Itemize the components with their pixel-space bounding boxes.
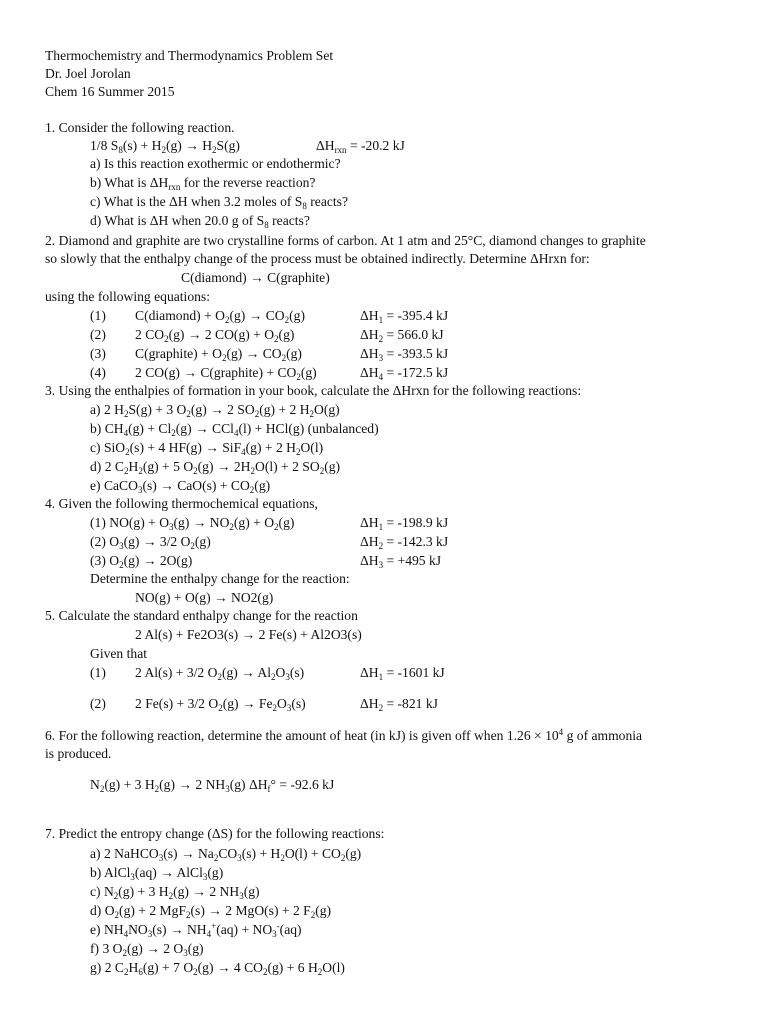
q3-reaction-item: a) 2 $H_2S(g) + 3$ $O_2(g) \to 2$ $SO_2(g) + 2$ $H_2O(g)$: [90, 402, 340, 419]
q2-equation-enthalpy: $\Delta H_1 = -395.4$ kJ: [360, 308, 449, 325]
q1-intro: 1. Consider the following reaction.: [45, 120, 235, 135]
q6-text-line-2: is produced.: [45, 746, 112, 761]
q2-equation-number: (3): [90, 346, 106, 361]
author-line: Dr. Joel Jorolan: [45, 66, 131, 81]
q3-reaction-item: c) SiO$_2$(s) + 4 HF(g) → SiF$_4$(g) + 2 $H_2O(l)$: [90, 440, 324, 457]
course-line: Chem 16 Summer 2015: [45, 84, 175, 99]
q1-part-a: a) Is this reaction exothermic or endothermic?: [90, 156, 341, 171]
q4-determine-line: Determine the enthalpy change for the reaction:: [90, 571, 350, 586]
q6-reaction: $N_2(g) + 3$ $H_2(g) \to 2$ $NH_3(g) \Delta H_f^\circ = -92.6$ kJ: [90, 777, 335, 794]
q7-reaction-item: e) $NH_4NO_3(s) \to NH_4^+(aq) + NO_3^-(aq)$: [90, 921, 302, 939]
q2-text-line-1: 2. Diamond and graphite are two crystalline forms of carbon. At 1 atm and 25°C, diamond changes to graphite: [45, 233, 646, 248]
q7-intro: 7. Predict the entropy change (ΔS) for the following reactions:: [45, 826, 385, 841]
q3-reaction-item: b) $CH_4(g) + Cl_2(g) \to CCl_4(l) + HCl(g)$ (unbalanced): [90, 421, 379, 438]
q2-using-line: using the following equations:: [45, 289, 210, 304]
q6-text-line-1: 6. For the following reaction, determine the amount of heat (in kJ) is given off when $1.26 \times 10^4$ g of ammonia: [45, 727, 643, 743]
q3-intro: 3. Using the enthalpies of formation in your book, calculate the ΔHrxn for the following reactions:: [45, 383, 582, 398]
q4-equation-reaction: (2) $O_3(g) \to 3/2$ $O_2(g)$: [90, 534, 211, 551]
q4-equation-enthalpy: $\Delta H_1 = -198.9$ kJ: [360, 515, 449, 532]
q5-given-line: Given that: [90, 646, 148, 661]
q4-equation-reaction: (1) $NO(g) + O_3(g) \to NO_2(g) + O_2(g)$: [90, 515, 295, 532]
q5-equation-enthalpy: $\Delta H_1 = -1601$ kJ: [360, 665, 445, 682]
q4-equation-reaction: (3) $O_2(g) \to 2O(g)$: [90, 553, 193, 570]
q5-target-reaction: 2 Al(s) + Fe2O3(s) → 2 Fe(s) + Al2O3(s): [135, 627, 362, 642]
document-title: Thermochemistry and Thermodynamics Problem Set: [45, 48, 334, 63]
q7-reaction-item: f) 3 $O_2(g) \to 2$ $O_3(g)$: [90, 941, 204, 958]
q5-equation-reaction: 2 Fe(s) + 3/2 $O_2(g) \to Fe_2O_3(s)$: [135, 696, 306, 713]
q2-equation-reaction: 2 CO(g) → C(graphite) + $CO_2(g)$: [135, 365, 317, 382]
q2-equation-enthalpy: $\Delta H_3 = -393.5$ kJ: [360, 346, 449, 363]
q4-intro: 4. Given the following thermochemical equations,: [45, 496, 318, 511]
q4-target-reaction: NO(g) + O(g) → NO2(g): [135, 590, 274, 605]
q4-equation-enthalpy: $\Delta H_2 = -142.3$ kJ: [360, 534, 449, 551]
q2-text-line-2: so slowly that the enthalpy change of the process must be obtained indirectly. Determine ΔHrxn for:: [45, 251, 590, 266]
q4-equation-enthalpy: $\Delta H_3 = +495$ kJ: [360, 553, 442, 570]
q2-equation-reaction: C(diamond) + $O_2(g) \to CO_2(g)$: [135, 308, 305, 325]
q7-reaction-item: b) AlCl$_3$(aq) → AlCl$_3$(g): [90, 865, 224, 882]
q2-equation-reaction: C(graphite) + $O_2(g) \to CO_2(g)$: [135, 346, 302, 363]
q1-part-c: c) What is the ΔH when 3.2 moles of $S_8$ reacts?: [90, 194, 349, 211]
q5-intro: 5. Calculate the standard enthalpy change for the reaction: [45, 608, 358, 623]
q2-equation-reaction: 2 $CO_2(g) \to 2$ $CO(g) + O_2(g)$: [135, 327, 295, 344]
q3-reaction-item: e) CaCO$_3$(s) → $CaO(s) + CO_2(g)$: [90, 478, 271, 495]
q2-equation-number: (2): [90, 327, 106, 342]
q5-equation-enthalpy: $\Delta H_2 = -821$ kJ: [360, 696, 438, 713]
q1-part-b: b) What is $\Delta H_{rxn}$ for the reverse reaction?: [90, 175, 316, 192]
q7-reaction-item: a) 2 NaHCO$_3$(s) → $Na_2CO_3(s) + H_2O(l) + CO_2(g)$: [90, 846, 362, 863]
q5-equation-number: (2): [90, 696, 106, 711]
q2-equation-number: (1): [90, 308, 106, 323]
q2-target-reaction: C(diamond) → C(graphite): [181, 270, 330, 285]
q5-equation-number: (1): [90, 665, 106, 680]
q2-equation-number: (4): [90, 365, 106, 380]
q7-reaction-item: d) $O_2(g) + 2$ MgF$_2$(s) → 2 MgO(s) + 2 $F_2(g)$: [90, 903, 332, 920]
q2-equation-enthalpy: $\Delta H_4 = -172.5$ kJ: [360, 365, 449, 382]
q7-reaction-item: g) 2 $C_2H_6(g) + 7$ $O_2(g) \to 4$ $CO_2(g) + 6$ $H_2O(l)$: [90, 960, 345, 977]
q7-reaction-item: c) $N_2(g) + 3$ $H_2(g) \to 2$ $NH_3(g)$: [90, 884, 260, 901]
q2-equation-enthalpy: $\Delta H_2 = 566.0$ kJ: [360, 327, 444, 344]
q1-part-d: d) What is ΔH when 20.0 g of $S_8$ reacts?: [90, 213, 310, 230]
q5-equation-reaction: 2 Al(s) + 3/2 $O_2(g) \to Al_2O_3(s)$: [135, 665, 305, 682]
q1-enthalpy: $\Delta H_{rxn} = -20.2$ kJ: [316, 138, 405, 155]
q1-reaction: 1/8 $S_8(s) + H_2(g) \to H_2S(g)$: [90, 138, 240, 155]
q3-reaction-item: d) 2 $C_2H_2(g) + 5$ $O_2(g) \to 2H_2O(l) + 2$ $SO_2(g)$: [90, 459, 341, 476]
